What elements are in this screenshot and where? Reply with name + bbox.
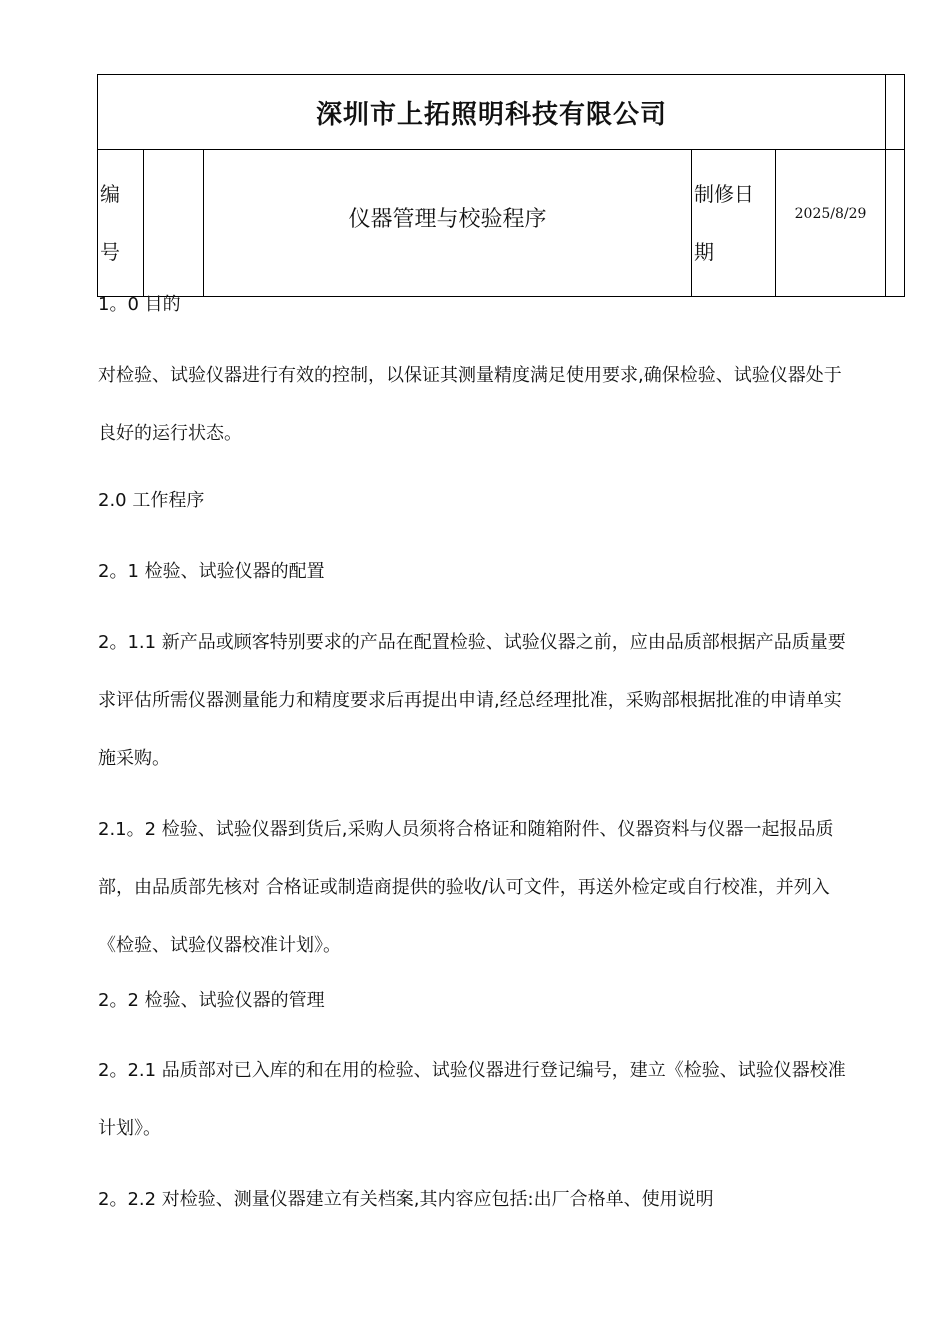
subsection-heading-management: 2。2 检验、试验仪器的管理 (98, 990, 325, 1011)
paragraph-2-2-2: 2。2.2 对检验、测量仪器建立有关档案,其内容应包括:出厂合格单、使用说明 (98, 1189, 714, 1210)
number-label (98, 150, 144, 297)
paragraph-2-2-1: 2。2.1 品质部对已入库的和在用的检验、试验仪器进行登记编号，建立《检验、试验仪器校准计划》。 (98, 1060, 846, 1139)
document-body (98, 280, 858, 1229)
company-name: 深圳市上拓照明科技有限公司 (98, 75, 886, 150)
paragraph-2-1-1: 2。1.1 新产品或顾客特别要求的产品在配置检验、试验仪器之前，应由品质部根据产品质量要 求评估所需仪器测量能力和精度要求后再提出申请,经总经理批准，采购部根据批准的申请单实施采购。 (98, 632, 846, 769)
revision-date-label (692, 150, 776, 297)
section-heading-purpose: 1。0 目的 (98, 294, 181, 315)
header-spacer-cell (886, 150, 905, 297)
subsection-heading-configuration: 2。1 检验、试验仪器的配置 (98, 561, 325, 582)
number-label-line-1: 编 (100, 182, 120, 206)
number-label-line-2: 号 (100, 240, 120, 264)
section-heading-procedure: 2.0 工作程序 (98, 490, 205, 511)
document-header-table (97, 74, 905, 297)
revision-date-value: 2025/8/29 (776, 150, 886, 297)
number-value (144, 150, 204, 297)
revision-date-label-line-1: 制修日 (694, 182, 754, 206)
paragraph-2-1-2: 2.1。2 检验、试验仪器到货后,采购人员须将合格证和随箱附件、仪器资料与仪器一起报品质部，由品质部先核对 合格证或制造商提供的验收/认可文件，再送外检定或自行校准，并列入《检验、试验仪器校准计划》。 (98, 819, 834, 956)
document-title: 仪器管理与校验程序 (204, 150, 692, 297)
revision-date-label-line-2: 期 (694, 240, 714, 264)
header-spacer-cell (886, 75, 905, 150)
paragraph-purpose: 对检验、试验仪器进行有效的控制，以保证其测量精度满足使用要求,确保检验、试验仪器处于良好的运行状态。 (98, 365, 842, 444)
